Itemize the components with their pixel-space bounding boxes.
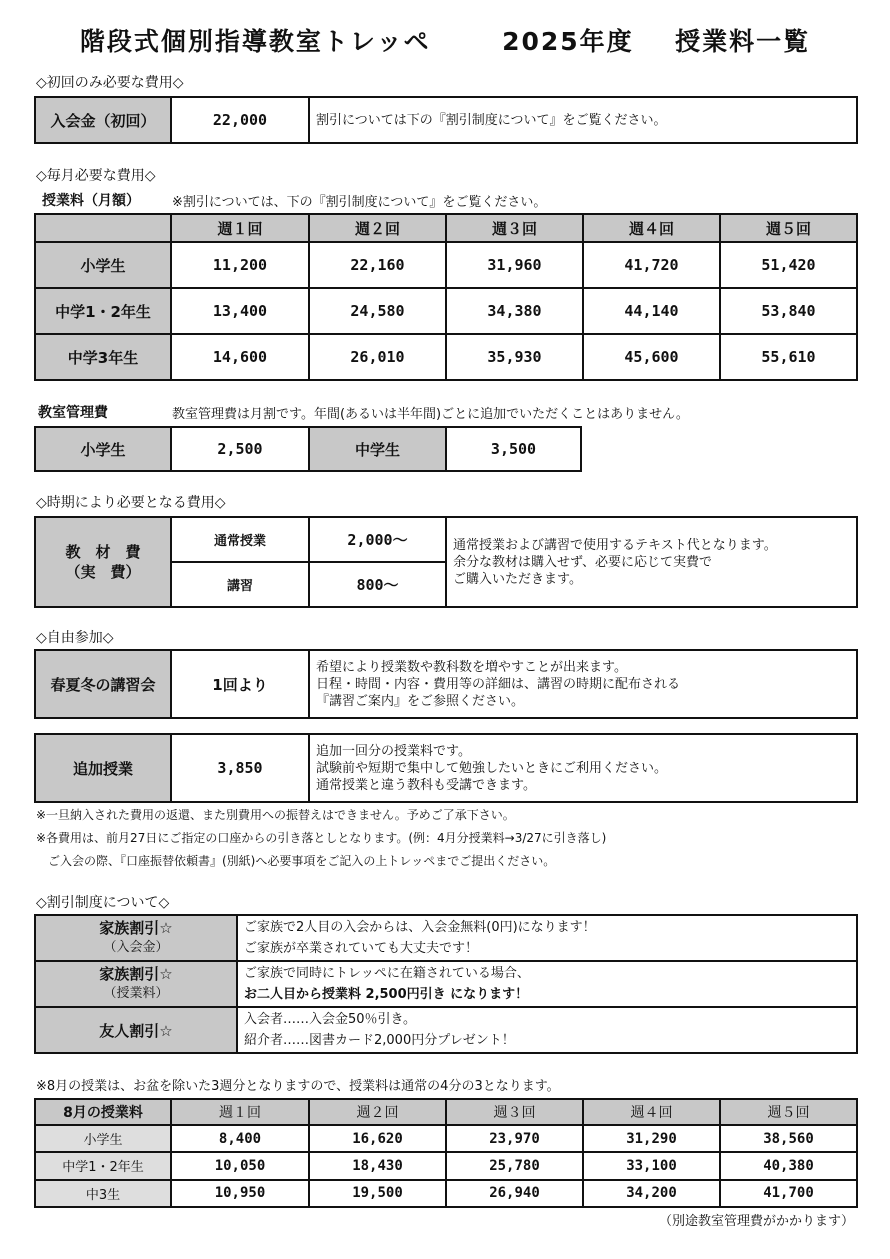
discount-table	[34, 914, 858, 1054]
note-line: 『講習ご案内』をご参照ください。	[316, 693, 525, 709]
materials-label-line2: （実 費）	[65, 563, 141, 581]
tuition-cell: 11,200	[171, 242, 309, 288]
extra-label: 追加授業	[35, 734, 171, 802]
august-cell: 40,380	[720, 1152, 857, 1179]
detail-line: ご家族で同時にトレッペに在籍されている場合、	[244, 966, 530, 981]
discount-name	[35, 961, 237, 1007]
tuition-header: 週１回	[171, 214, 309, 242]
monthly-section-heading: ◇毎月必要な費用◇	[36, 168, 156, 184]
tuition-header: 週４回	[583, 214, 720, 242]
tuition-cell: 26,010	[309, 334, 446, 380]
august-cell: 16,620	[309, 1125, 446, 1152]
table-row	[35, 961, 857, 1007]
tuition-note: ※割引については、下の『割引制度について』をご覧ください。	[172, 195, 547, 210]
august-header: 週３回	[446, 1099, 583, 1125]
seasonal-note	[309, 650, 857, 718]
title-label: 授業料一覧	[675, 27, 811, 56]
august-cell: 41,700	[720, 1180, 857, 1207]
tuition-table	[34, 213, 858, 381]
august-header: 週５回	[720, 1099, 857, 1125]
discount-name	[35, 1007, 237, 1053]
page-title	[0, 22, 890, 58]
table-row	[35, 334, 857, 380]
detail-line: 入会者……入会金50％引き。	[244, 1012, 417, 1027]
discount-subtitle: （入会金）	[103, 940, 169, 955]
discount-subtitle: （授業料）	[103, 986, 169, 1001]
tuition-cell: 35,930	[446, 334, 583, 380]
discount-detail	[237, 1007, 857, 1053]
tuition-cell: 34,380	[446, 288, 583, 334]
august-cell: 19,500	[309, 1180, 446, 1207]
admission-note: 割引については下の『割引制度について』をご覧ください。	[309, 97, 857, 143]
admission-value: 22,000	[171, 97, 309, 143]
tuition-cell: 13,400	[171, 288, 309, 334]
seasonal-value: 1回より	[171, 650, 309, 718]
fiscal-year: 2025年度	[502, 27, 634, 56]
note-line: ご購入いただきます。	[453, 571, 582, 587]
extra-value: 3,850	[171, 734, 309, 802]
august-header: 週２回	[309, 1099, 446, 1125]
materials-label-line1: 教 材 費	[65, 543, 141, 561]
august-cell: 23,970	[446, 1125, 583, 1152]
management-jh-label: 中学生	[309, 427, 446, 471]
august-cell: 34,200	[583, 1180, 720, 1207]
tuition-cell: 55,610	[720, 334, 857, 380]
discount-detail	[237, 961, 857, 1007]
management-table	[34, 426, 582, 472]
tuition-cell: 22,160	[309, 242, 446, 288]
grade-label: 中学1・2年生	[35, 288, 171, 334]
august-cell: 10,050	[171, 1152, 309, 1179]
august-cell: 26,940	[446, 1180, 583, 1207]
table-row	[35, 1007, 857, 1053]
seasonal-table	[34, 649, 858, 719]
grade-label: 中3生	[35, 1180, 171, 1207]
august-header: 週１回	[171, 1099, 309, 1125]
table-row	[35, 288, 857, 334]
tuition-cell: 53,840	[720, 288, 857, 334]
grade-label: 小学生	[35, 1125, 171, 1152]
august-cell: 10,950	[171, 1180, 309, 1207]
august-corner: 8月の授業料	[35, 1099, 171, 1125]
materials-note	[446, 517, 857, 607]
tuition-cell: 44,140	[583, 288, 720, 334]
materials-course-value: 800〜	[309, 562, 446, 607]
footnote: ※各費用は、前月27日にご指定の口座からの引き落としとなります。(例：4月分授業料→3/27に引き落し)	[36, 831, 607, 845]
august-cell: 33,100	[583, 1152, 720, 1179]
table-row	[35, 1152, 857, 1179]
tuition-header: 週２回	[309, 214, 446, 242]
table-row	[35, 915, 857, 961]
materials-course-label: 講習	[171, 562, 309, 607]
initial-fee-table	[34, 96, 858, 144]
grade-label: 中学3年生	[35, 334, 171, 380]
management-label: 教室管理費	[38, 405, 108, 421]
initial-section-heading: ◇初回のみ必要な費用◇	[36, 75, 184, 91]
grade-label: 小学生	[35, 242, 171, 288]
seasonal-label: 春夏冬の講習会	[35, 650, 171, 718]
discount-detail	[237, 915, 857, 961]
august-cell: 18,430	[309, 1152, 446, 1179]
august-table	[34, 1098, 858, 1208]
tuition-cell: 41,720	[583, 242, 720, 288]
discount-title: 家族割引☆	[99, 919, 173, 937]
footnote: ※一旦納入された費用の返還、また別費用への振替えはできません。予めご了承下さい。	[36, 808, 515, 822]
tuition-cell: 24,580	[309, 288, 446, 334]
materials-regular-label: 通常授業	[171, 517, 309, 562]
august-cell: 31,290	[583, 1125, 720, 1152]
detail-line: ご家族で2人目の入会からは、入会金無料(0円)になります！	[244, 920, 596, 935]
note-line: 余分な教材は購入せず、必要に応じて実費で	[453, 554, 712, 570]
management-elem-label: 小学生	[35, 427, 171, 471]
detail-line: お二人目から授業料 2,500円引き になります！	[244, 987, 529, 1002]
august-footer: （別途教室管理費がかかります）	[658, 1214, 854, 1229]
tuition-label: 授業料（月額）	[42, 193, 140, 209]
detail-line: 紹介者……図書カード2,000円分プレゼント！	[244, 1033, 515, 1048]
school-name: 階段式個別指導教室トレッペ	[79, 27, 431, 56]
discount-title: 友人割引☆	[99, 1021, 173, 1040]
materials-label	[35, 517, 171, 607]
note-line: 日程・時間・内容・費用等の詳細は、講習の時期に配布される	[316, 676, 681, 692]
extra-note	[309, 734, 857, 802]
grade-label: 中学1・2年生	[35, 1152, 171, 1179]
note-line: 試験前や短期で集中して勉強したいときにご利用ください。	[316, 760, 668, 776]
discount-section-heading: ◇割引制度について◇	[36, 895, 170, 911]
august-note: ※8月の授業は、お盆を除いた3週分となりますので、授業料は通常の4分の3となります。	[36, 1079, 560, 1094]
materials-regular-value: 2,000〜	[309, 517, 446, 562]
extra-lesson-table	[34, 733, 858, 803]
table-row	[35, 242, 857, 288]
materials-table	[34, 516, 858, 608]
detail-line: ご家族が卒業されていても大丈夫です！	[244, 941, 479, 956]
note-line: 通常授業と違う教科も受講できます。	[316, 777, 536, 793]
note-line: 追加一回分の授業料です。	[316, 743, 471, 759]
note-line: 通常授業および講習で使用するテキスト代となります。	[453, 537, 777, 553]
footnote: ご入会の際、『口座振替依頼書』(別紙)へ必要事項をご記入の上トレッペまでご提出ください。	[36, 854, 556, 868]
management-jh-value: 3,500	[446, 427, 581, 471]
tuition-cell: 14,600	[171, 334, 309, 380]
discount-name	[35, 915, 237, 961]
management-elem-value: 2,500	[171, 427, 309, 471]
table-row	[35, 1125, 857, 1152]
august-cell: 38,560	[720, 1125, 857, 1152]
tuition-header: 週５回	[720, 214, 857, 242]
tuition-cell: 51,420	[720, 242, 857, 288]
august-header: 週４回	[583, 1099, 720, 1125]
discount-title: 家族割引☆	[99, 965, 173, 983]
table-row	[35, 1180, 857, 1207]
august-cell: 8,400	[171, 1125, 309, 1152]
management-note: 教室管理費は月割です。年間(あるいは半年間)ごとに追加でいただくことはありません。	[172, 407, 689, 422]
optional-section-heading: ◇自由参加◇	[36, 630, 114, 646]
periodic-section-heading: ◇時期により必要となる費用◇	[36, 495, 226, 511]
note-line: 希望により授業数や教科数を増やすことが出来ます。	[316, 659, 627, 675]
august-cell: 25,780	[446, 1152, 583, 1179]
tuition-header: 週３回	[446, 214, 583, 242]
tuition-cell: 45,600	[583, 334, 720, 380]
tuition-cell: 31,960	[446, 242, 583, 288]
admission-label: 入会金（初回）	[35, 97, 171, 143]
